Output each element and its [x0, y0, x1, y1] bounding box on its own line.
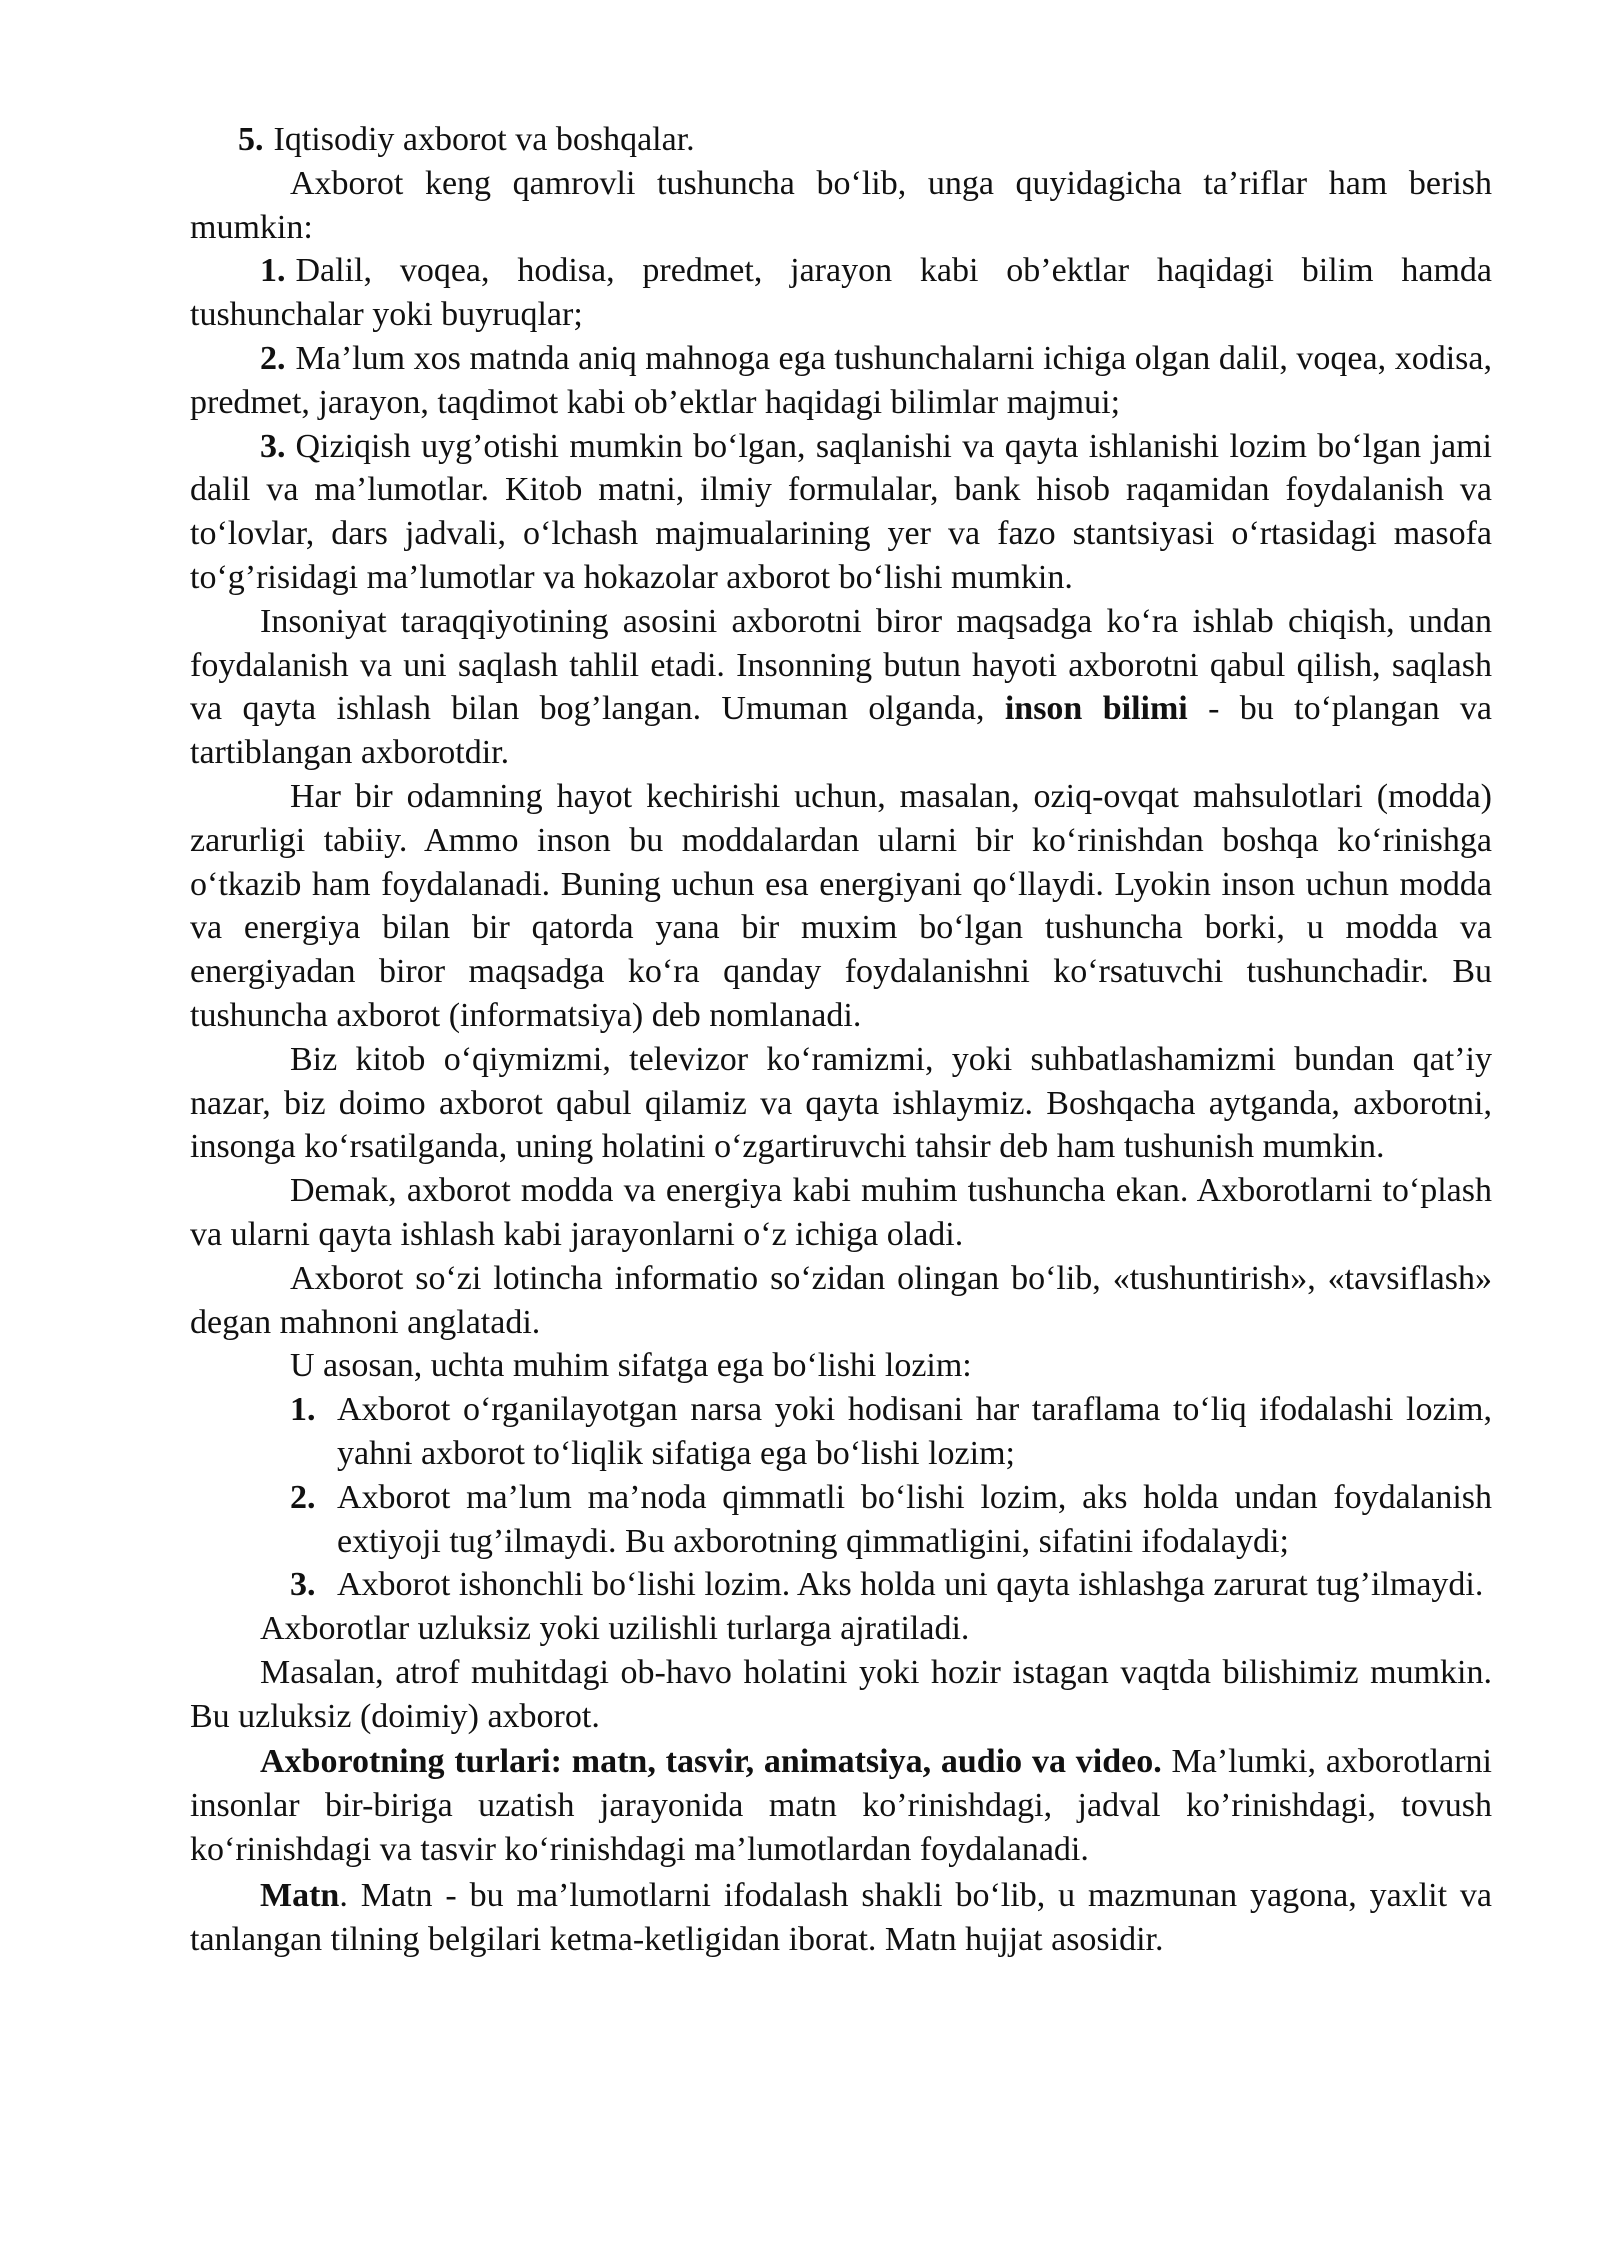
item-number: 3. — [260, 427, 286, 465]
item-number: 3. — [290, 1566, 316, 1604]
property-item-2 — [190, 1476, 1492, 1564]
paragraph-text: - bu to‘plangan va tartiblangan axborotdir. — [190, 690, 1493, 772]
property-item-3 — [190, 1563, 1492, 1607]
item-number: 1. — [260, 252, 286, 290]
bold-heading: Axborotning turlari: matn, tasvir, animatsiya, audio va video. — [260, 1743, 1162, 1781]
paragraph-text: Insoniyat taraqqiyotining asosini axborotni biror maqsadga ko‘ra ishlab chiqish, undan foydalanish va uni saqlash tahlil etadi. Insonning butun hayoti axborotni qabul qilish, saqlash va qayta ishlash bilan bog’langan. Umuman olganda, — [190, 602, 1492, 728]
item-number: 5. — [238, 121, 264, 158]
item-text: Dalil, voqea, hodisa, predmet, jarayon kabi ob’ektlar haqidagi bilim hamda tushunchalar yoki buyruqlar; — [190, 252, 1492, 334]
paragraph-human-knowledge — [190, 600, 1492, 775]
definition-item-3 — [190, 425, 1492, 600]
paragraph-three-properties: U asosan, uchta muhim sifatga ega bo‘lishi lozim: — [290, 1347, 972, 1385]
item-text: Iqtisodiy axborot va boshqalar. — [273, 121, 695, 158]
list-item-economic-info — [190, 118, 1492, 162]
item-text: Axborot ishonchli bo‘lishi lozim. Aks holda uni qayta ishlashga zarurat tug’ilmaydi. — [337, 1566, 1484, 1604]
item-text: Qiziqish uyg’otishi mumkin bo‘lgan, saqlanishi va qayta ishlanishi lozim bo‘lgan jami dalil va ma’lumotlar. Kitob matni, ilmiy formulalar, bank hisob raqamidan foydalanish va to‘lovlar, dars jadvali, o‘lchash majmualarining yer va fazo stantsiyasi o‘rtasidagi masofa to‘g’risidagi ma’lumotlar va hokazolar axborot bo‘lishi mumkin. — [190, 427, 1492, 596]
item-text: Axborot ma’lum ma’noda qimmatli bo‘lishi lozim, aks holda undan foydalanish extiyoji tug’ilmaydi. Bu axborotning qimmatligini, sifatini ifodalaydi; — [337, 1478, 1492, 1560]
paragraph-text: Ma’lumki, axborotlarni insonlar bir-biriga uzatish jarayonida matn ko’rinishdagi, jadval ko’rinishdagi, tovush ko‘rinishdagi va tasvir ko‘rinishdagi ma’lumotlardan foydalanadi. — [190, 1743, 1492, 1869]
bold-term: inson bilimi — [1004, 690, 1188, 728]
paragraph-text-definition — [190, 1874, 1492, 1962]
paragraph-receive-info: Biz kitob o‘qiymizmi, televizor ko‘ramizmi, yoki suhbatlashamizmi bundan qat’iy nazar, biz doimo axborot qabul qilamiz va qayta ishlaymiz. Boshqacha aytganda, axborotni, insonga ko‘rsatilganda, uning holatini o‘zgartiruvchi tahsir deb ham tushunish mumkin. — [190, 1040, 1492, 1166]
paragraph-example: Masalan, atrof muhitdagi ob-havo holatini yoki hozir istagan vaqtda bilishimiz mumkin. Bu uzluksiz (doimiy) axborot. — [190, 1653, 1492, 1735]
paragraph-info-types — [190, 1740, 1492, 1871]
paragraph-matter-energy: Har bir odamning hayot kechirishi uchun, masalan, oziq-ovqat mahsulotlari (modda) zarurligi tabiiy. Ammo inson bu moddalardan ularni bir ko‘rinishdan boshqa ko‘rinishga o‘tkazib ham foydalanadi. Buning uchun esa energiyani qo‘llaydi. Lyokin inson uchun modda va energiya bilan bir qatorda yana bir muxim bo‘lgan tushuncha borki, u modda va energiyadan biror maqsadga ko‘ra qanday foydalanishni ko‘rsatuvchi tushunchadir. Bu tushuncha axborot (informatsiya) deb nomlanadi. — [190, 777, 1492, 1034]
item-number: 2. — [290, 1478, 316, 1516]
item-text: Ma’lum xos matnda aniq mahnoga ega tushunchalarni ichiga olgan dalil, voqea, xodisa, predmet, jarayon, taqdimot kabi ob’ektlar haqidagi bilimlar majmui; — [190, 339, 1492, 421]
item-text: Axborot o‘rganilayotgan narsa yoki hodisani har taraflama to‘liq ifodalashi lozim, yahni axborot to‘liqlik sifatiga ega bo‘lishi lozim; — [337, 1391, 1492, 1472]
paragraph-intro: Axborot keng qamrovli tushuncha bo‘lib, unga quyidagicha ta’riflar ham berish mumkin: — [190, 164, 1492, 246]
paragraph-continuous-discrete: Axborotlar uzluksiz yoki uzilishli turlarga ajratiladi. — [260, 1610, 970, 1648]
bold-term: Matn — [260, 1876, 340, 1914]
definition-item-1 — [190, 249, 1492, 337]
item-number: 2. — [260, 339, 286, 377]
item-number: 1. — [290, 1391, 316, 1429]
document-page — [190, 118, 1492, 1961]
property-item-1 — [190, 1388, 1492, 1476]
paragraph-important-concept: Demak, axborot modda va energiya kabi muhim tushuncha ekan. Axborotlarni to‘plash va ularni qayta ishlash kabi jarayonlarni o‘z ichiga oladi. — [190, 1172, 1492, 1253]
paragraph-text: . Matn - bu ma’lumotlarni ifodalash shakli bo‘lib, u mazmunan yagona, yaxlit va tanlangan tilning belgilari ketma-ketligidan iborat. Matn hujjat asosidir. — [190, 1876, 1492, 1958]
definition-item-2 — [190, 337, 1492, 425]
paragraph-etymology: Axborot so‘zi lotincha informatio so‘zidan olingan bo‘lib, «tushuntirish», «tavsiflash» degan mahnoni anglatadi. — [190, 1259, 1492, 1341]
